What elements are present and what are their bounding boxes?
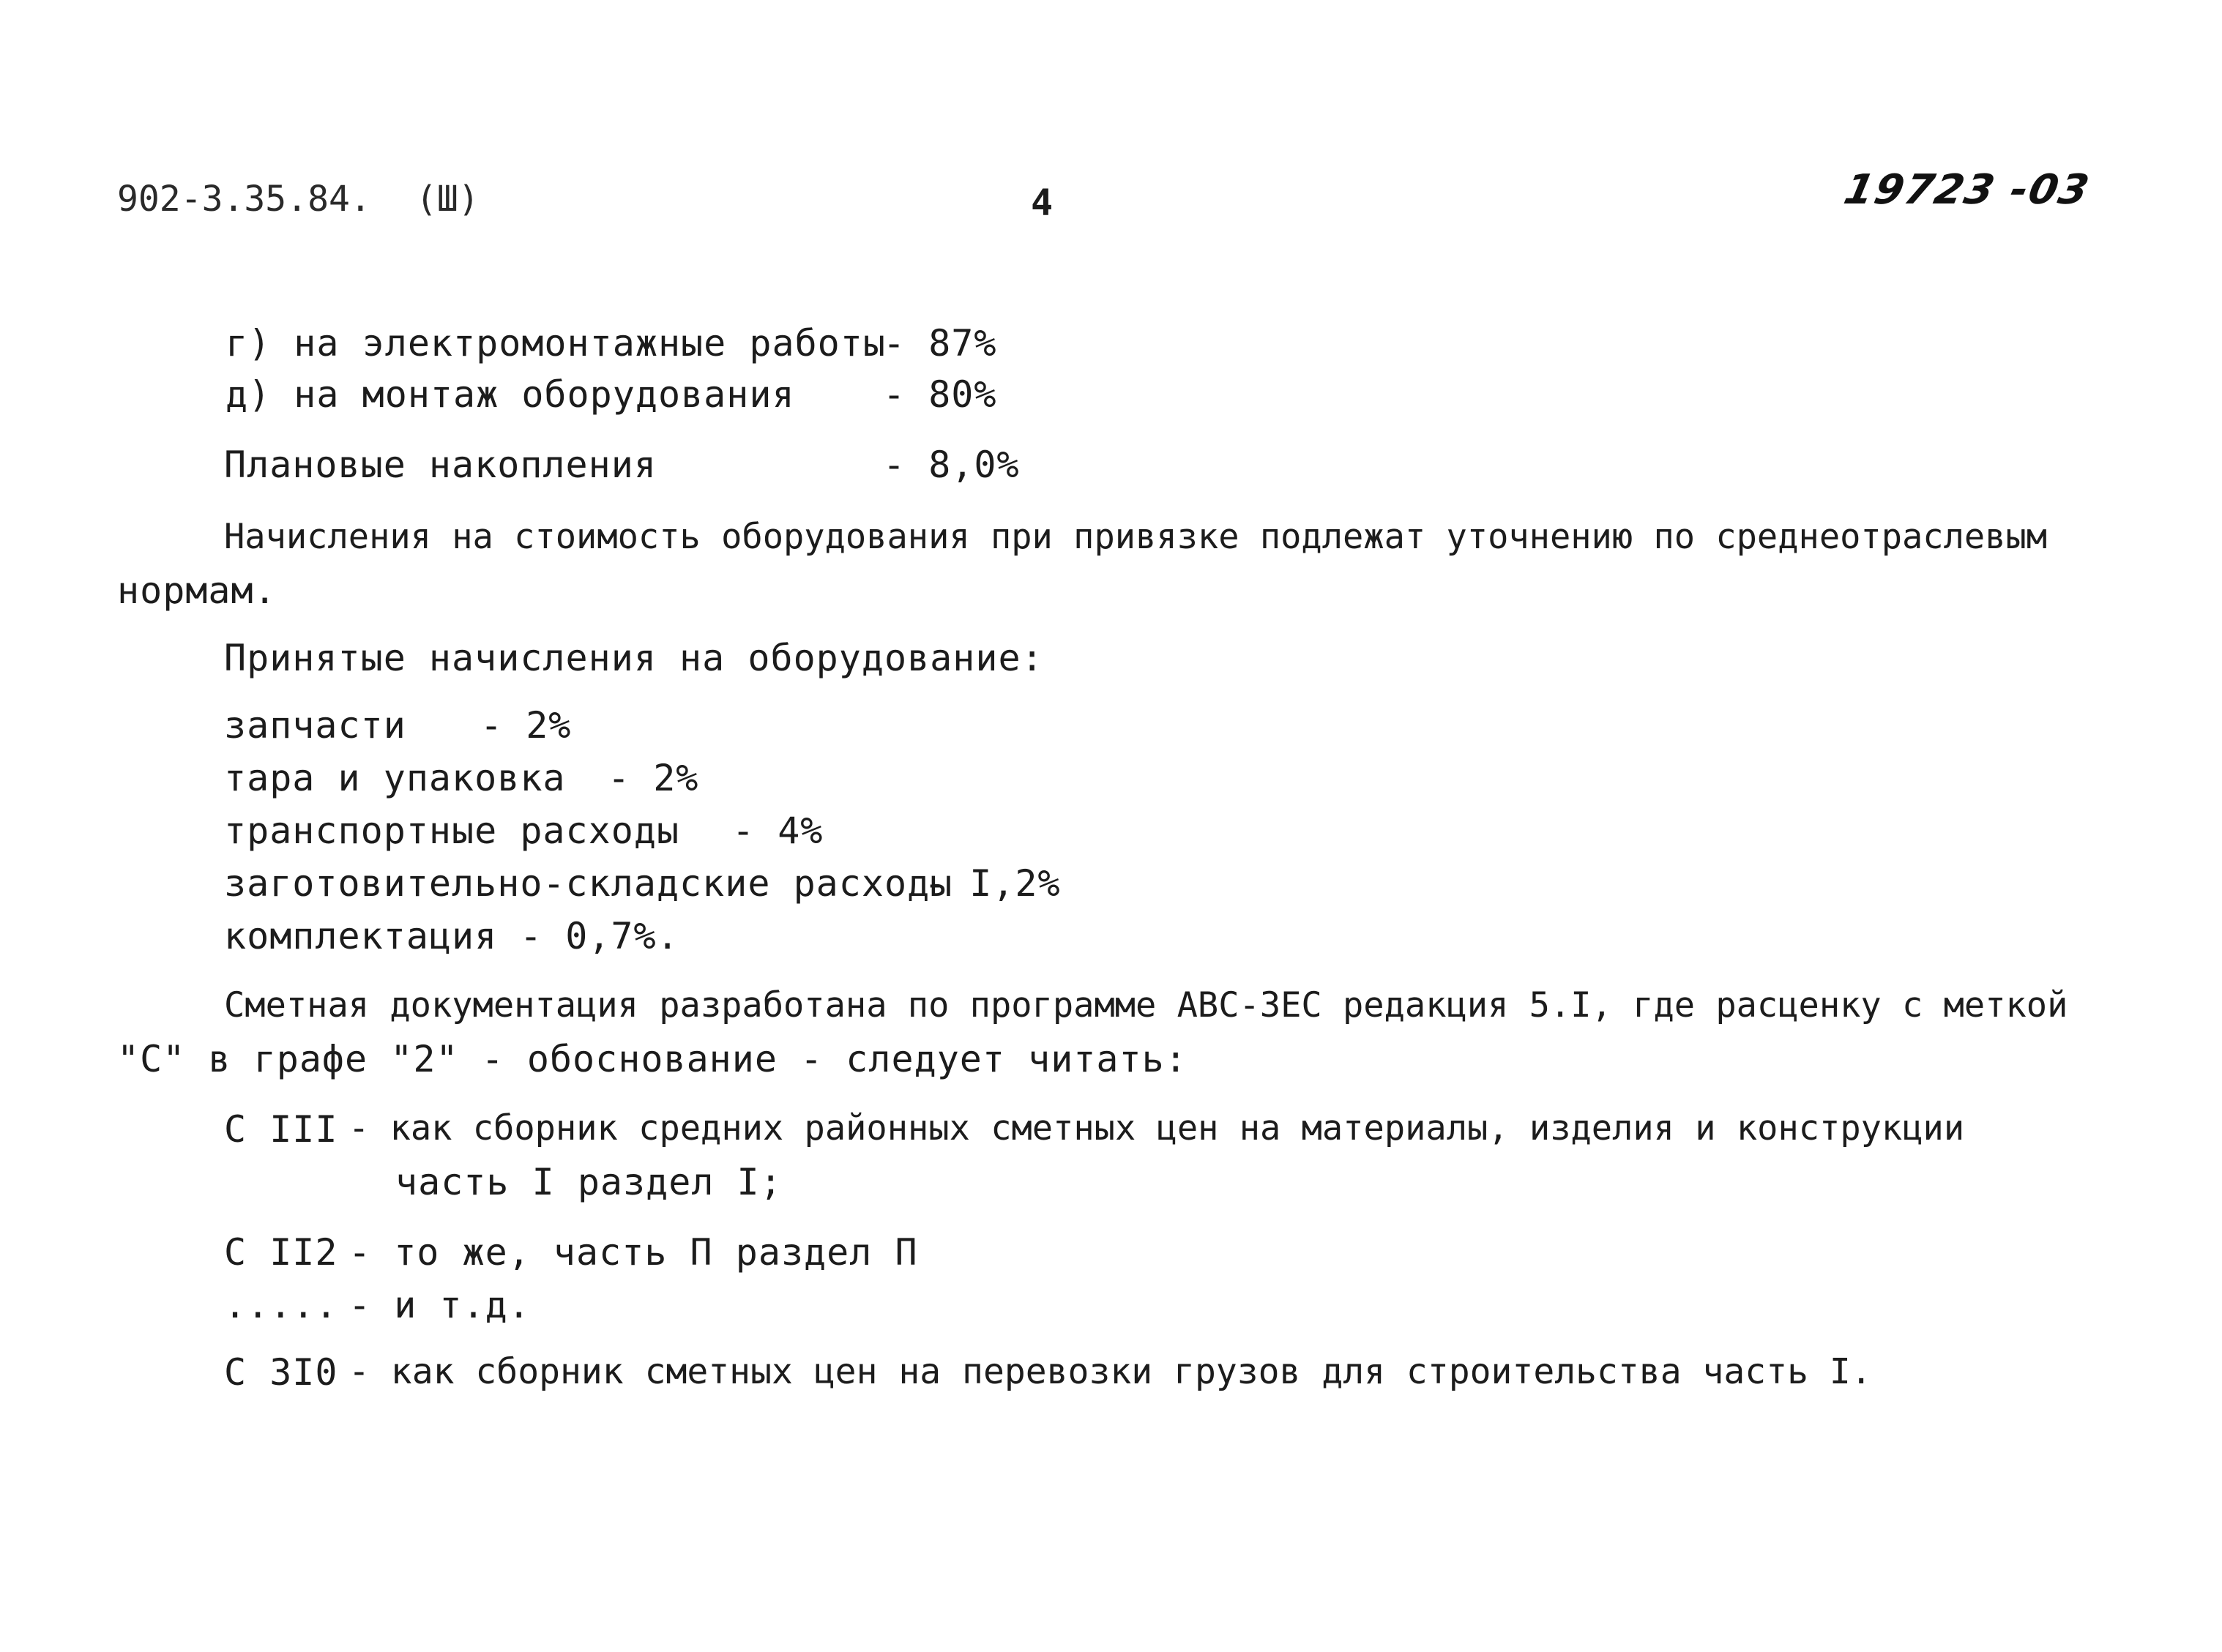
code-text-continuation: часть I раздел I; <box>395 1161 783 1203</box>
code-label: С 3I0 <box>224 1351 338 1394</box>
code-label: С III <box>224 1108 338 1151</box>
equipment-item-value: - 0,7%. <box>520 915 679 957</box>
rate-label-electric: г) на электромонтажные работы <box>225 322 886 365</box>
code-label: С II2 <box>224 1231 338 1274</box>
equipment-item-value: - I,2% <box>924 862 1061 905</box>
rate-value-electric: - 87% <box>883 322 997 365</box>
equipment-item-label: комплектация <box>224 915 498 957</box>
planned-savings-value: - 8,0% <box>883 444 1020 486</box>
equipment-item-label: транспортные расходы <box>224 810 680 852</box>
equipment-title: Принятые начисления на оборудование: <box>224 637 1044 679</box>
equipment-item-label: запчасти <box>224 704 406 747</box>
code-text: - как сборник сметных цен на перевозки грузов для строительства часть I. <box>348 1351 1872 1392</box>
handwritten-number: 19723 -03 <box>1840 166 2095 214</box>
equipment-item-value: - 2% <box>608 757 699 799</box>
note-line-2: нормам. <box>117 569 277 612</box>
page-number: 4 <box>1031 182 1054 224</box>
equipment-item-value: - 4% <box>732 810 824 852</box>
program-line-1: Сметная документация разработана по программе АВС-ЗЕС редакция 5.I, где расценку с меткой <box>224 985 2068 1025</box>
equipment-item-label: заготовительно-складские расходы <box>224 862 953 905</box>
code-text: - и т.д. <box>348 1284 531 1326</box>
document-variant: (Ш) <box>416 179 480 220</box>
rate-label-equipment-install: д) на монтаж оборудования <box>225 373 795 416</box>
equipment-item-label: тара и упаковка <box>224 757 566 799</box>
code-text: - как сборник средних районных сметных цен на материалы, изделия и конструкции <box>348 1108 1965 1148</box>
code-text: - то же, часть П раздел П <box>348 1231 918 1274</box>
document-code: 902-3.35.84. <box>117 179 371 220</box>
equipment-item-value: - 2% <box>480 704 572 747</box>
program-line-2: "С" в графе "2" - обоснование - следует читать: <box>117 1038 1188 1080</box>
code-label: ..... <box>224 1284 338 1326</box>
rate-value-equipment-install: - 80% <box>883 373 997 416</box>
planned-savings-label: Плановые накопления <box>224 444 657 486</box>
note-line-1: Начисления на стоимость оборудования при привязке подлежат уточнению по среднеотраслевым <box>224 517 2048 557</box>
